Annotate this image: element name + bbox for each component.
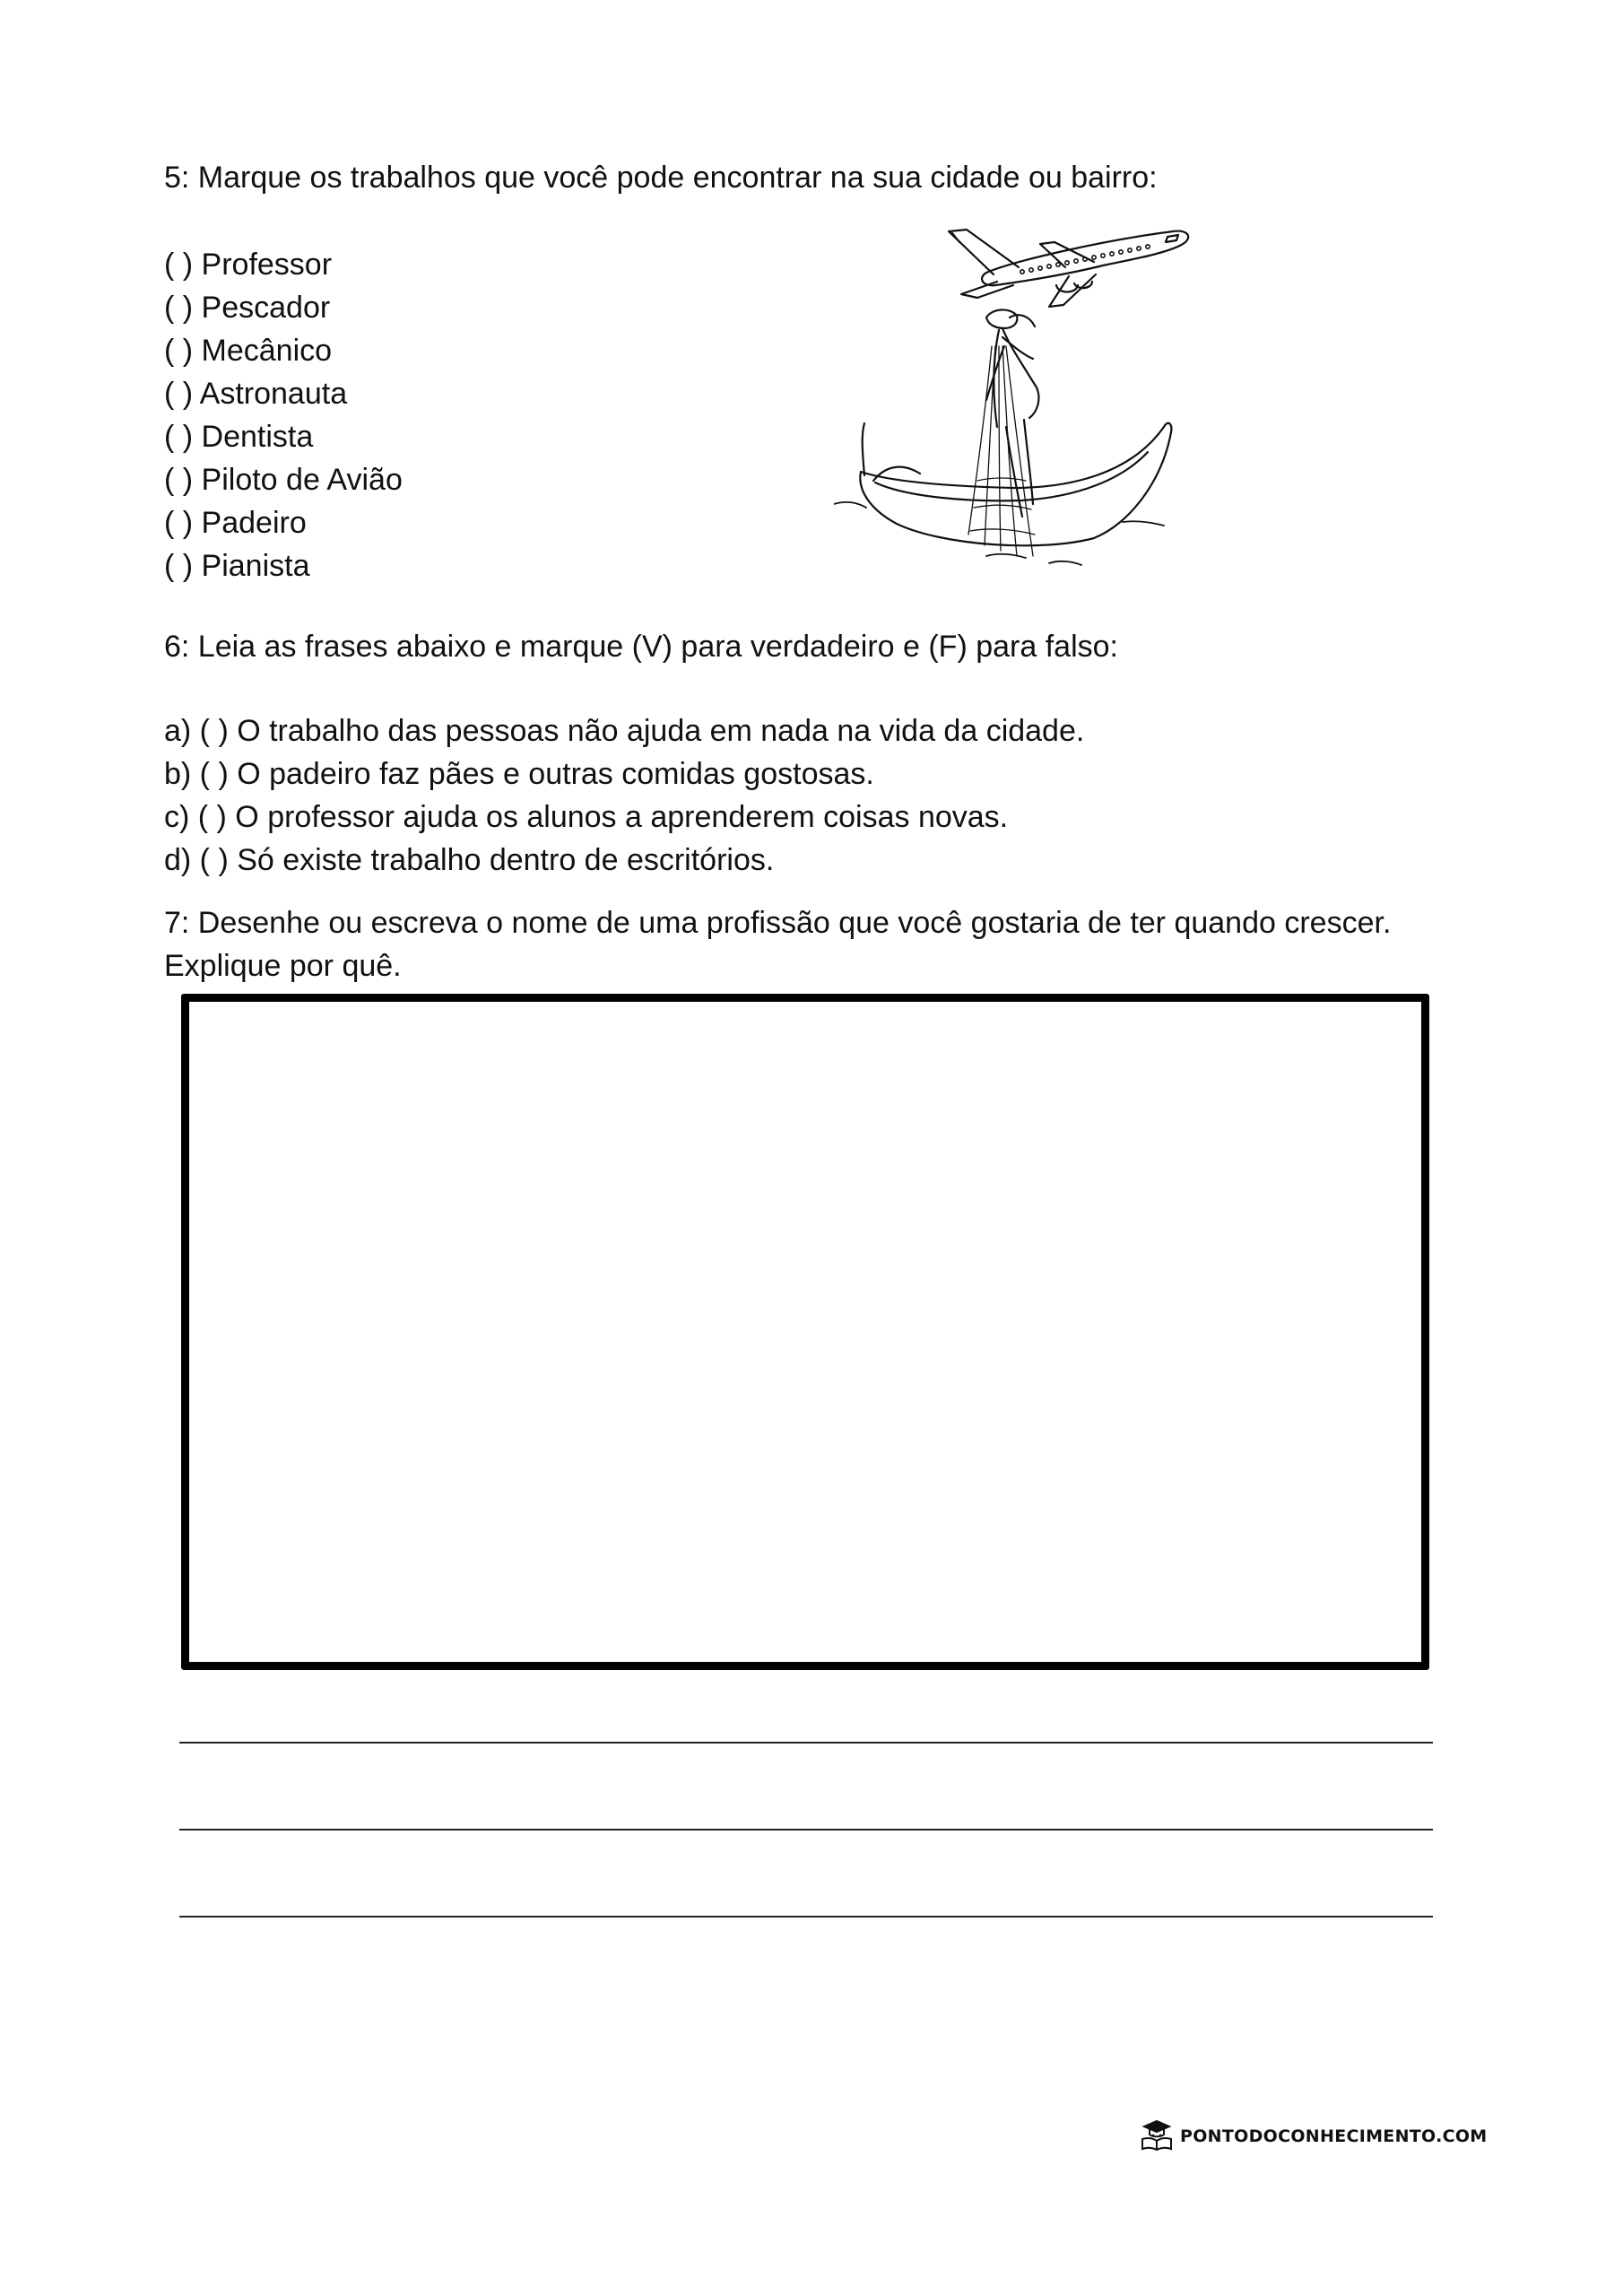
q5-option-astronauta[interactable]: ( ) Astronauta bbox=[164, 377, 348, 411]
q7-prompt-line2: Explique por quê. bbox=[164, 949, 402, 983]
q6-statement-a[interactable]: a) ( ) O trabalho das pessoas não ajuda em nada na vida da cidade. bbox=[164, 714, 1085, 748]
drawing-box[interactable] bbox=[181, 994, 1429, 1670]
answer-line-3[interactable] bbox=[179, 1916, 1433, 1918]
answer-line-2[interactable] bbox=[179, 1829, 1433, 1831]
q5-option-piloto[interactable]: ( ) Piloto de Avião bbox=[164, 463, 403, 497]
fisherman-in-boat-icon bbox=[834, 309, 1171, 565]
q6-prompt: 6: Leia as frases abaixo e marque (V) para verdadeiro e (F) para falso: bbox=[164, 630, 1118, 664]
q6-statement-c[interactable]: c) ( ) O professor ajuda os alunos a aprenderem coisas novas. bbox=[164, 800, 1009, 834]
answer-line-1[interactable] bbox=[179, 1742, 1433, 1744]
q6-statement-d[interactable]: d) ( ) Só existe trabalho dentro de escritórios. bbox=[164, 843, 775, 877]
q5-option-professor[interactable]: ( ) Professor bbox=[164, 248, 333, 282]
q5-option-pianista[interactable]: ( ) Pianista bbox=[164, 549, 310, 583]
q5-option-dentista[interactable]: ( ) Dentista bbox=[164, 420, 314, 454]
footer-logo[interactable] bbox=[1139, 2118, 1488, 2154]
airplane-icon bbox=[949, 230, 1188, 307]
q6-statement-b[interactable]: b) ( ) O padeiro faz pães e outras comidas gostosas. bbox=[164, 757, 874, 791]
q5-option-pescador[interactable]: ( ) Pescador bbox=[164, 291, 331, 325]
professions-illustration bbox=[834, 212, 1202, 570]
q7-prompt-line1: 7: Desenhe ou escreva o nome de uma profissão que você gostaria de ter quando crescer. bbox=[164, 906, 1392, 940]
graduate-books-icon bbox=[1139, 2118, 1175, 2156]
q5-option-padeiro[interactable]: ( ) Padeiro bbox=[164, 506, 307, 540]
q5-prompt: 5: Marque os trabalhos que você pode encontrar na sua cidade ou bairro: bbox=[164, 161, 1158, 195]
footer-site-name: PONTODOCONHECIMENTO.COM bbox=[1180, 2126, 1488, 2146]
q5-option-mecanico[interactable]: ( ) Mecânico bbox=[164, 334, 333, 368]
